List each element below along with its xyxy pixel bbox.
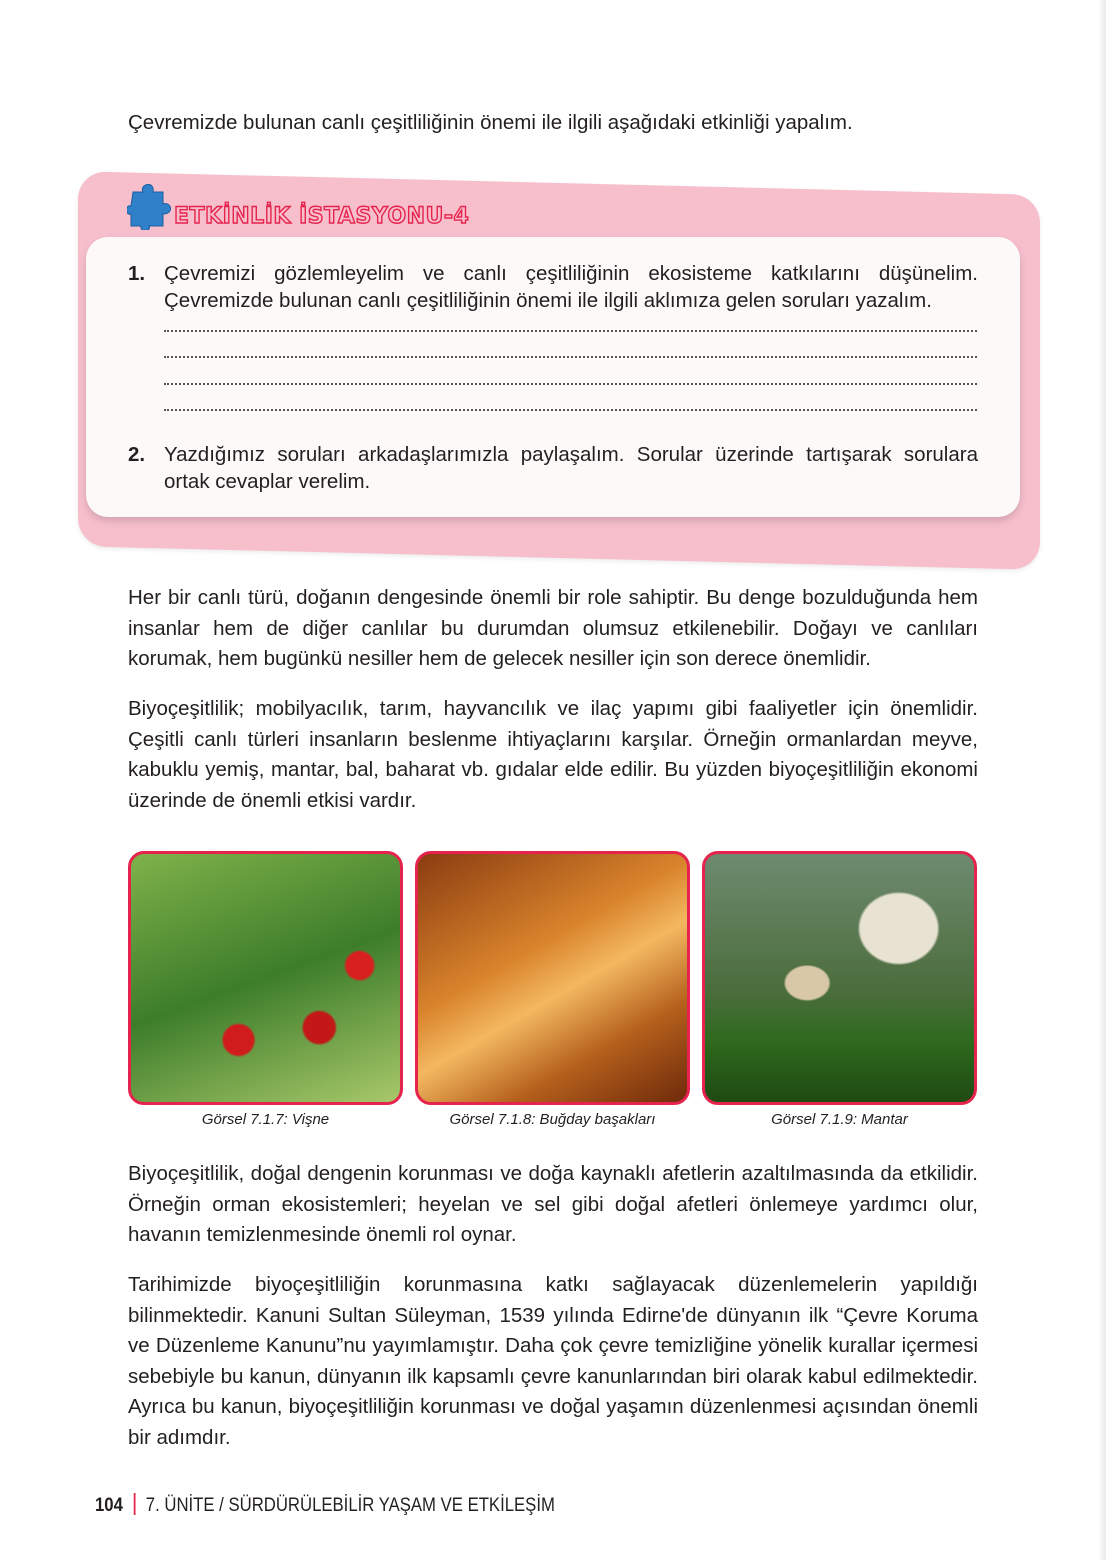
- answer-line[interactable]: [164, 356, 977, 358]
- answer-line[interactable]: [164, 409, 977, 411]
- paragraph: Her bir canlı türü, doğanın dengesinde önemli bir role sahiptir. Bu denge bozulduğunda hem insanlar hem de diğer canlılar bu durumdan olumsuz etkilenebilir. Doğayı ve canlıları korumak, hem bugünkü nesiller hem de gelecek nesiller için son derece önemlidir.: [128, 586, 978, 670]
- answer-line[interactable]: [164, 330, 977, 332]
- activity-title: ETKİNLİK İSTASYONU-4: [174, 204, 470, 229]
- activity-item-1: [128, 260, 978, 314]
- intro-text: Çevremizde bulunan canlı çeşitliliğinin önemi ile ilgili aşağıdaki etkinliği yapalım.: [128, 111, 853, 134]
- item-text: Çevremizi gözlemleyelim ve canlı çeşitliliğinin ekosisteme katkılarını düşünelim. Çevremizde bulunan canlı çeşitliliğinin önemi ile ilgili aklımıza gelen soruları yazalım.: [164, 262, 978, 312]
- page-number: 104: [95, 1495, 123, 1516]
- figure-caption: Görsel 7.1.7: Vişne: [201, 1111, 330, 1128]
- item-number: 1.: [128, 262, 146, 285]
- footer: [95, 1493, 555, 1517]
- figure-caption: Görsel 7.1.9: Mantar: [771, 1111, 908, 1128]
- answer-line[interactable]: [164, 383, 977, 385]
- activity-item-2: [128, 441, 978, 495]
- cherry-photo: [128, 851, 403, 1105]
- paragraph: Biyoçeşitlilik; mobilyacılık, tarım, hayvancılık ve ilaç yapımı gibi faaliyetler için önemlidir. Çeşitli canlı türleri insanların beslenme ihtiyaçlarını karşılar. Örneğin ormanlardan meyve, kabuklu yemiş, mantar, bal, baharat vb. gıdalar elde edilir. Bu yüzden biyoçeşitliliğin ekonomi üzerinde de önemli etkisi vardır.: [128, 697, 978, 812]
- mushroom-photo: [702, 851, 977, 1105]
- page-edge: [1098, 0, 1106, 1560]
- paragraph: Tarihimizde biyoçeşitliliğin korunmasına katkı sağlayacak düzenlemelerin yapıldığı bilinmektedir. Kanuni Sultan Süleyman, 1539 yılında Edirne'de dünyanın ilk “Çevre Koruma ve Düzenleme Kanunu”nu yayımlamıştır. Daha çok çevre temizliğine yönelik kurallar içermesi sebebiyle bu kanun, dünyanın ilk kapsamlı çevre kanunlarından biri olarak kabul edilmektedir. Ayrıca bu kanun, biyoçeşitliliğin korunması ve doğal yaşamın düzenlenmesi açısından önemli bir adımdır.: [128, 1273, 978, 1449]
- item-text: Yazdığımız soruları arkadaşlarımızla paylaşalım. Sorular üzerinde tartışarak sorulara ortak cevaplar verelim.: [164, 443, 978, 493]
- item-number: 2.: [128, 443, 146, 466]
- wheat-photo: [415, 851, 690, 1105]
- unit-title: 7. ÜNİTE / SÜRDÜRÜLEBİLİR YAŞAM VE ETKİLEŞİM: [145, 1495, 555, 1516]
- paragraph: Biyoçeşitlilik, doğal dengenin korunması ve doğa kaynaklı afetlerin azaltılmasında da etkilidir. Örneğin orman ekosistemleri; heyelan ve sel gibi doğal afetleri önlemeye yardımcı olur, havanın temizlenmesinde önemli rol oynar.: [128, 1162, 978, 1246]
- figure-caption: Görsel 7.1.8: Buğday başakları: [449, 1111, 656, 1128]
- divider: [133, 1493, 135, 1515]
- puzzle-icon: [127, 180, 173, 230]
